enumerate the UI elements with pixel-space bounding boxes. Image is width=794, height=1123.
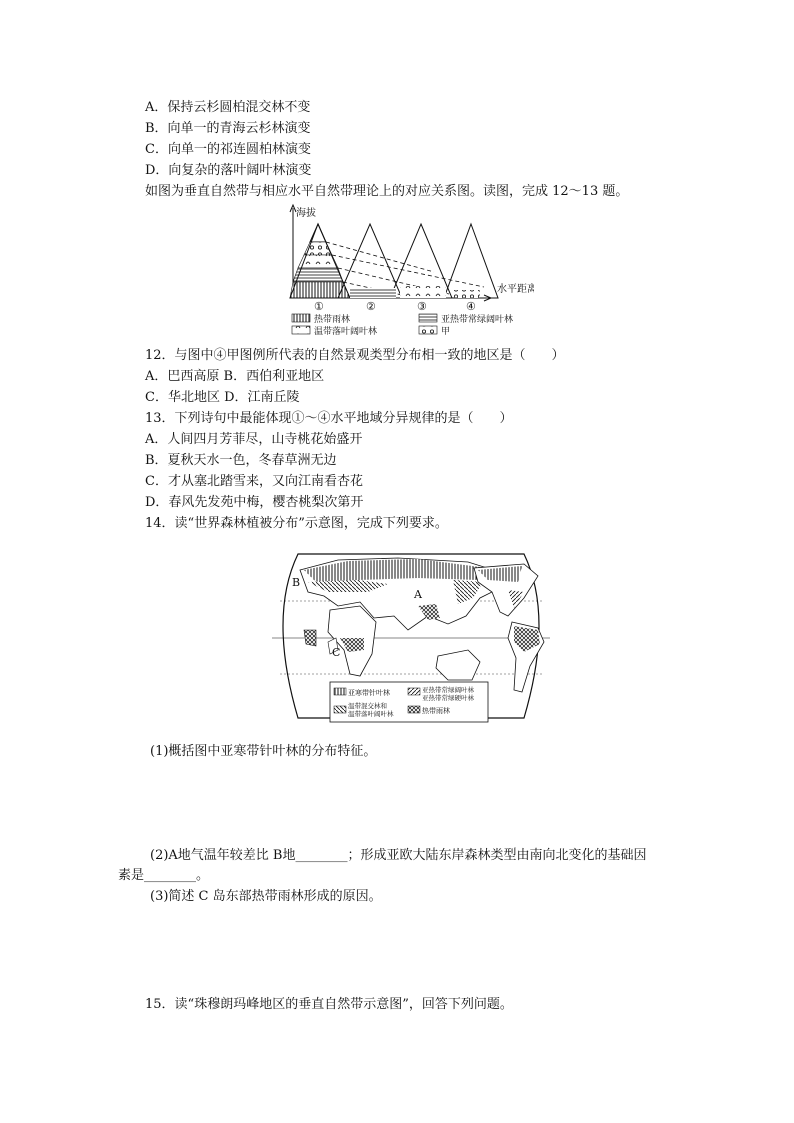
legend-tropical-rainforest: 热带雨林 — [314, 315, 351, 325]
q14-sub2-line1: (2)A地气温年较差比 B地________；形成亚欧大陆东岸森林类型由南向北变化的基础因 — [150, 848, 647, 863]
q11-option-a: A．保持云杉圆柏混交林不变 — [145, 100, 311, 115]
x-axis-label: 水平距离 — [497, 284, 534, 295]
legend-temperate-mixed-1: 温带混交林和 — [348, 702, 387, 710]
q15-stem: 15．读“珠穆朗玛峰地区的垂直自然带示意图”，回答下列问题。 — [145, 997, 513, 1012]
zone-label-4: ④ — [466, 300, 476, 313]
map-label-c: C — [332, 646, 341, 659]
map-label-a: A — [414, 588, 422, 601]
q14-sub2-line2: 素是________。 — [118, 868, 210, 883]
mountain-1 — [290, 224, 350, 298]
legend-subtropical-evergreen-broadleaf: 亚热带常绿阔叶林 — [422, 686, 474, 694]
zone-label-2: ② — [366, 300, 376, 313]
q13-option-b: B．夏秋天水一色，冬春草洲无边 — [145, 453, 337, 468]
legend-temperate-mixed-2: 温带落叶阔叶林 — [348, 710, 394, 718]
zone-label-1: ① — [314, 300, 324, 313]
figure-world-forest-map — [268, 546, 554, 726]
q12-stem: 12．与图中④甲图例所代表的自然景观类型分布相一致的地区是（ ） — [145, 348, 565, 363]
q13-stem: 13．下列诗句中最能体现①～④水平地域分异规律的是（ ） — [145, 411, 513, 426]
intro-12-13: 如图为垂直自然带与相应水平自然带理论上的对应关系图。读图，完成 12～13 题。 — [145, 184, 629, 199]
legend-temperate-deciduous: 温带落叶阔叶林 — [314, 327, 378, 337]
q11-option-d: D．向复杂的落叶阔叶林演变 — [145, 163, 312, 178]
q13-option-a: A．人间四月芳菲尽，山寺桃花始盛开 — [145, 432, 363, 447]
map-label-b: B — [292, 576, 301, 589]
legend-swatch-temperate — [292, 326, 310, 334]
legend-swatch-jia — [419, 326, 437, 334]
q13-option-d: D．春风先发苑中梅，樱杏桃梨次第开 — [145, 495, 364, 510]
y-axis-label: 海拔 — [296, 208, 316, 219]
legend-subtropical-evergreen: 亚热带常绿阔叶林 — [441, 315, 514, 325]
figure-vertical-zones — [284, 202, 534, 338]
mountain-4 — [444, 224, 498, 298]
q11-option-c: C．向单一的祁连圆柏林演变 — [145, 142, 311, 157]
zone-label-3: ③ — [417, 300, 427, 313]
legend-jia: 甲 — [441, 327, 451, 337]
q12-options-ab: A．巴西高原 B．西伯利亚地区 — [145, 369, 325, 384]
legend-swatch-tropical-rainforest — [292, 314, 310, 322]
legend-tropical-rainforest-map: 热带雨林 — [422, 707, 450, 715]
q13-option-c: C．才从塞北踏雪来，又向江南看杏花 — [145, 474, 363, 489]
q14-stem: 14．读“世界森林植被分布”示意图，完成下列要求。 — [145, 516, 448, 531]
legend-subtropical-evergreen-hardleaf: 亚热带常绿硬叶林 — [422, 694, 474, 702]
q11-option-b: B．向单一的青海云杉林演变 — [145, 121, 311, 136]
legend-subarctic-coniferous: 亚寒带针叶林 — [348, 689, 390, 697]
q12-options-cd: C．华北地区 D．江南丘陵 — [145, 390, 300, 405]
q14-sub3: (3)简述 C 岛东部热带雨林形成的原因。 — [150, 889, 382, 904]
mountain-2 — [338, 224, 402, 298]
legend-swatch-subtropical — [419, 314, 437, 322]
q14-sub1: (1)概括图中亚寒带针叶林的分布特征。 — [150, 744, 377, 759]
